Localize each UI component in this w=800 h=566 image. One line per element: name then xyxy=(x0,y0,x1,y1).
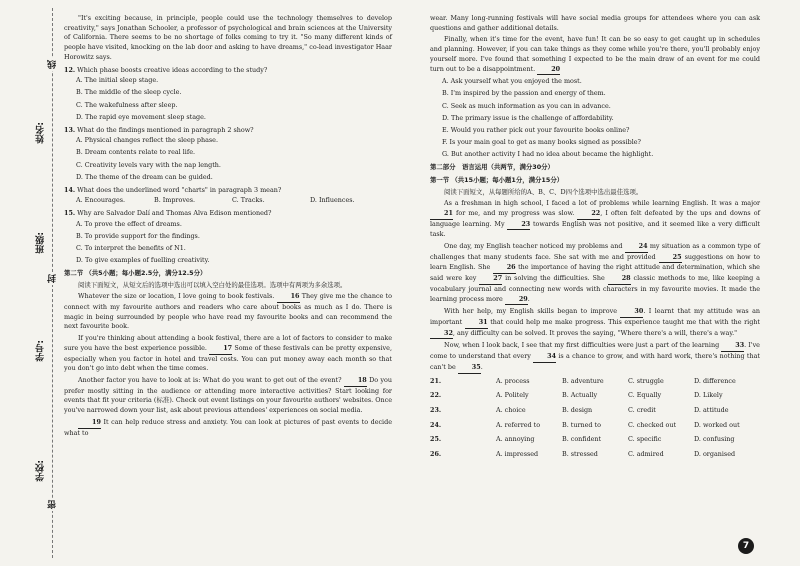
option: D. To give examples of fuelling creativity. xyxy=(76,256,210,265)
option: F. Is your main goal to get as many books signed as possible? xyxy=(442,138,641,147)
option: E. Would you rather pick out your favourite books online? xyxy=(442,126,630,135)
option: B. I'm inspired by the passion and energy of them. xyxy=(442,89,606,98)
option: D. The rapid eye movement sleep stage. xyxy=(76,112,206,121)
question-15 xyxy=(64,209,392,219)
right-column xyxy=(430,14,760,465)
secret-word: 密 xyxy=(48,500,58,509)
passage-paragraph: Finally, when it's time for the event, have fun! It can be so easy to get caught up in schedules and planning. However, if you can take things as they come while you're there, you'll probably enjoy yourself more. I've found that something I expected to be the main draw of an event for me could turn out to be a disappointment. 20 xyxy=(430,35,760,75)
question-number: 14. xyxy=(64,185,76,194)
passage-paragraph: Another factor you have to look at is: What do you want to get out of the event? 18 Do you prefer mostly sitting in the audience or attending more interactive activities? Start looking for events that fit your criteria (标准). Check out event listings on your favourite authors' websites. Once you've narrowed down your list, ask about previous attendees' experiences on social media. xyxy=(64,376,392,415)
left-column xyxy=(64,14,392,440)
section2-instructions: 阅读下面短文，从短文后的选项中选出可以填入空白处的最佳选项。选项中有两项为多余选项。 xyxy=(78,280,347,289)
option: B. Improves. xyxy=(154,196,196,205)
blank-22[interactable]: 22 xyxy=(577,209,600,220)
passage-paragraph: 19 It can help reduce stress and anxiety. You can look at pictures of past events to decide what to xyxy=(64,417,392,437)
option: C. Tracks. xyxy=(232,196,265,205)
blank-33[interactable]: 33 xyxy=(721,341,744,352)
line-word: 线 xyxy=(48,60,58,69)
blank-17[interactable]: 17 xyxy=(209,344,232,355)
blank-24[interactable]: 24 xyxy=(625,242,648,253)
passage-paragraph: "It's exciting because, in principle, people could use the technology themselves to develop creativity," says Jonathan Schooler, a professor of psychological and brain sciences at the University of California. There seems to be no shortage of folks coming to try it. "So many different kinds of people have visited, knocking on the lab door and asking to have dreams," co-lead investigator Haar Horowitz says. xyxy=(64,14,392,61)
option: A. Encourages. xyxy=(76,196,126,205)
section1-instructions: 阅读下面短文，从每题所给的A、B、C、D四个选项中选出最佳选项。 xyxy=(444,187,643,196)
option: C. To interpret the benefits of N1. xyxy=(76,244,186,253)
options-row-21: 21. A. process B. adventure C. struggle D. difference xyxy=(430,376,736,385)
name-label: 姓名: xyxy=(36,122,46,144)
option: D. The theme of the dream can be guided. xyxy=(76,172,213,181)
option: A. Physical changes reflect the sleep phase. xyxy=(76,136,218,145)
question-number: 15. xyxy=(64,208,76,217)
seal-word: 封 xyxy=(48,274,58,283)
option: A. To prove the effect of dreams. xyxy=(76,219,182,228)
blank-31[interactable]: 31 xyxy=(465,318,488,329)
option: G. But another activity I had no idea about became the highlight. xyxy=(442,150,654,159)
option: D. Influences. xyxy=(310,196,355,205)
blank-23[interactable]: 23 xyxy=(507,220,530,231)
cloze-paragraph: As a freshman in high school, I faced a lot of problems while learning English. It was a major 21 for me, and my progress was slow. 22, I often felt defeated by the ups and downs of language learning. My 23 towards English was not positive, and it seemed like a very difficult task. xyxy=(430,199,760,239)
options-row-25: 25. A. annoying B. confident C. specific D. confusing xyxy=(430,435,735,444)
blank-30[interactable]: 30 xyxy=(620,307,643,318)
option: B. The middle of the sleep cycle. xyxy=(76,88,182,97)
options-row-26: 26. A. impressed B. stressed C. admired D. organised xyxy=(430,450,736,459)
cloze-paragraph: Now, when I look back, I see that my first difficulties were just a part of the learning 33. I've come to understand that every 34 is a chance to grow, and with hard work, there's nothing that can't be 35. xyxy=(430,341,760,373)
question-number: 12. xyxy=(64,65,76,74)
option: B. Dream contents relate to real life. xyxy=(76,148,196,157)
section2-heading: 第二节 （共5小题；每小题2.5分，满分12.5分） xyxy=(64,268,207,277)
question-14 xyxy=(64,186,392,196)
question-stem: What does the underlined word "charts" in paragraph 3 mean? xyxy=(77,185,282,194)
options-row-24: 24. A. referred to B. turned to C. checked out D. worked out xyxy=(430,420,740,429)
blank-19[interactable]: 19 xyxy=(78,418,101,429)
binding-margin xyxy=(0,0,58,566)
school-label: 学校: xyxy=(36,460,46,482)
option: C. Seek as much information as you can in advance. xyxy=(442,101,611,110)
answer-options-grid xyxy=(430,377,760,460)
page-number: 7 xyxy=(738,538,754,554)
blank-32[interactable]: 32 xyxy=(430,329,453,340)
cloze-paragraph: With her help, my English skills began to improve 30. I learnt that my attitude was an important 31 that could help me make progress. This experience taught me that with the right 32, any difficulty can be solved. It proves the saying, "Where there's a will, there's a way." xyxy=(430,307,760,339)
question-12 xyxy=(64,66,392,76)
question-stem: What do the findings mentioned in paragraph 2 show? xyxy=(77,125,254,134)
blank-27[interactable]: 27 xyxy=(479,274,502,285)
section1-heading: 第一节 （共15小题；每小题1分，满分15分） xyxy=(430,175,564,184)
blank-25[interactable]: 25 xyxy=(659,253,682,264)
blank-35[interactable]: 35 xyxy=(458,363,481,374)
passage-paragraph: Whatever the size or location, I love going to book festivals. 16 They give me the chance to connect with my favourite authors and readers who care about books as much as I do. There is magic in being surrounded by people who have read my favourite books and can recommend the next favourite book. xyxy=(64,292,392,331)
option: B. To provide support for the findings. xyxy=(76,231,200,240)
part2-heading: 第二部分 语言运用（共两节，满分30分） xyxy=(430,163,554,172)
question-stem: Why are Salvador Dalí and Thomas Alva Edison mentioned? xyxy=(77,208,272,217)
options-row-23: 23. A. choice B. design C. credit D. attitude xyxy=(430,405,729,414)
class-label: 班级: xyxy=(36,232,46,254)
number-label: 学号: xyxy=(36,340,46,362)
options-row-22: 22. A. Politely B. Actually C. Equally D. Likely xyxy=(430,391,723,400)
option: C. The wakefulness after sleep. xyxy=(76,100,178,109)
question-stem: Which phase boosts creative ideas according to the study? xyxy=(77,65,268,74)
option: A. The initial sleep stage. xyxy=(76,76,159,85)
question-13 xyxy=(64,126,392,136)
blank-16[interactable]: 16 xyxy=(277,292,300,303)
blank-34[interactable]: 34 xyxy=(533,352,556,363)
option: C. Creativity levels vary with the nap length. xyxy=(76,160,221,169)
option: A. Ask yourself what you enjoyed the most. xyxy=(442,77,582,86)
blank-21[interactable]: 21 xyxy=(430,209,453,220)
passage-paragraph: wear. Many long-running festivals will have social media groups for attendees where you can ask questions and gather additional details. xyxy=(430,14,760,32)
passage-paragraph: If you're thinking about attending a book festival, there are a lot of factors to consider to make sure you have the best experience possible. 17 Some of these festivals can be pretty expensive, especially when you factor in hotel and travel costs. You can put money away each month so that you don't go into debt when the time comes. xyxy=(64,334,392,373)
question-number: 13. xyxy=(64,125,76,134)
blank-18[interactable]: 18 xyxy=(344,376,367,387)
blank-20[interactable]: 20 xyxy=(537,65,560,76)
blank-26[interactable]: 26 xyxy=(493,263,516,274)
option: D. The primary issue is the challenge of affordability. xyxy=(442,113,614,122)
blank-29[interactable]: 29 xyxy=(505,295,528,306)
option-row xyxy=(76,196,392,206)
blank-28[interactable]: 28 xyxy=(608,274,631,285)
cloze-paragraph: One day, my English teacher noticed my problems and 24 my situation as a common type of challenges that many students face. She sat with me and provided 25 suggestions on how to learn English. She 26 the importance of having the right attitude and determination, which she said were key 27 in solving the difficulties. She 28 classic methods to me, like keeping a vocabulary journal and connecting new words with characters in my favourite movies. It made the learning process more 29. xyxy=(430,242,760,305)
